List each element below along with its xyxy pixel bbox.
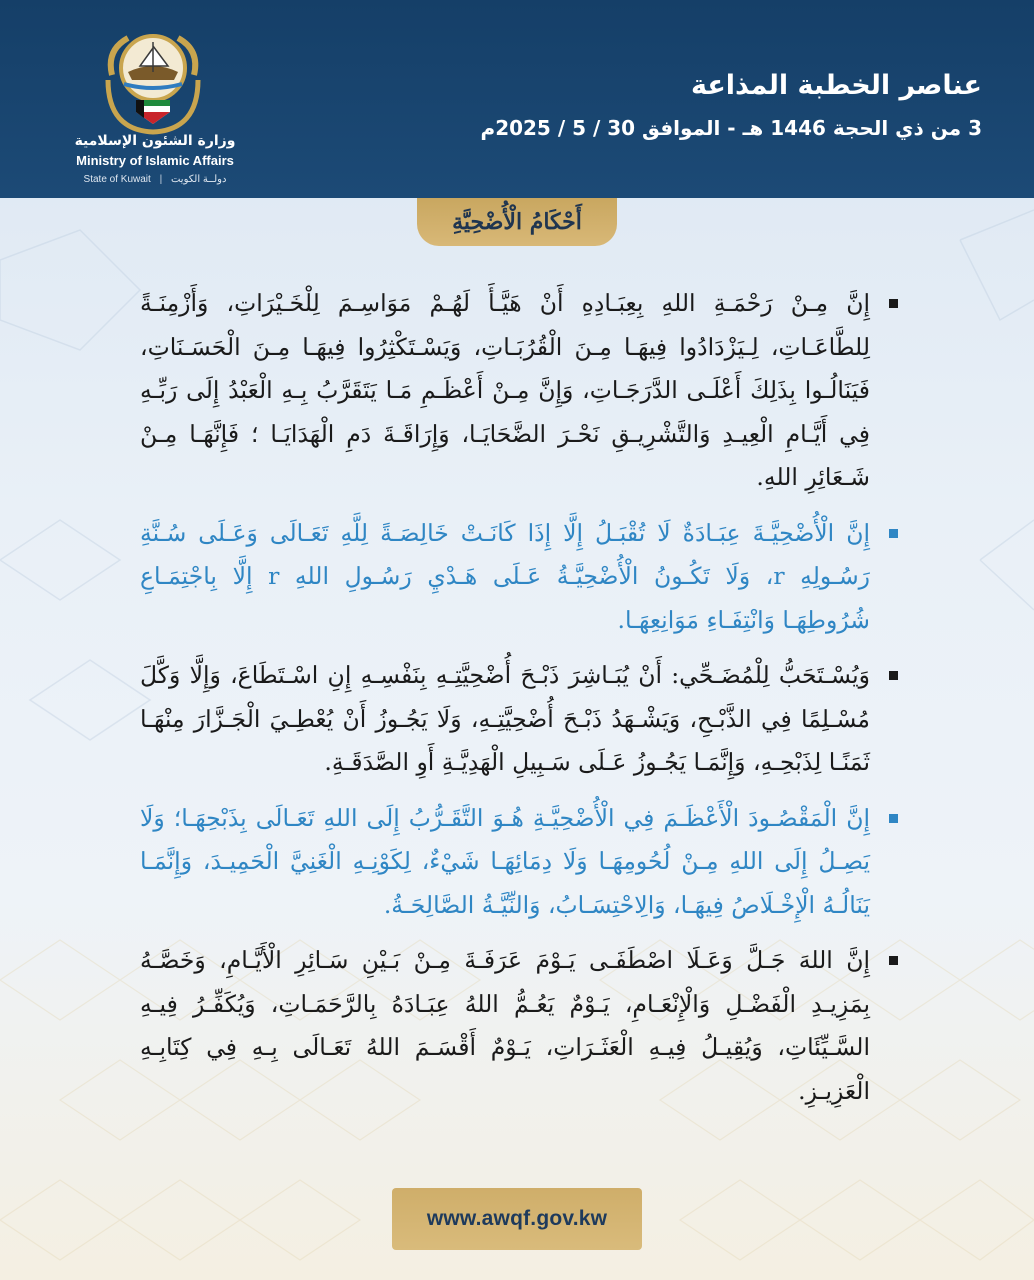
state-name-english: State of Kuwait xyxy=(83,174,151,185)
kuwait-emblem-icon xyxy=(98,20,208,140)
bullet-square-icon xyxy=(889,299,898,308)
website-url[interactable]: www.awqf.gov.kw xyxy=(426,1207,608,1230)
sermon-date: 3 من ذي الحجة 1446 هـ - الموافق 30 / 5 / 2025م xyxy=(480,116,982,140)
website-link-box[interactable] xyxy=(392,1188,642,1250)
state-line xyxy=(60,174,250,185)
sermon-paragraph xyxy=(140,939,900,1113)
bullet-square-icon xyxy=(889,529,898,538)
sermon-paragraph xyxy=(140,654,900,785)
paragraph-text: إِنَّ مِـنْ رَحْمَـةِ اللهِ بِعِبَـادِهِ أَنْ هَيَّـأَ لَهُـمْ مَوَاسِـمَ لِلْخَـيْرَاتِ، وَأَزْمِنَـةً لِلطَّاعَـاتِ، لِـيَزْدَادُوا فِيهَـا مِـنَ الْقُرُبَـاتِ، وَيَسْـتَكْثِرُوا فِيهَـا مِـنَ الْحَسَـنَاتِ، فَيَنَالُـوا بِذَلِكَ أَعْلَـى الدَّرَجَـاتِ، وَإِنَّ مِـنْ أَعْظَـمِ مَـا يَتَقَرَّبُ بِـهِ الْعَبْدُ إِلَى رَبِّـهِ فِي أَيَّـامِ الْعِيـدِ وَالتَّشْرِيـقِ نَحْـرَ الضَّحَايَـا، وَإِرَاقَـةَ دَمِ الْهَدَايَـا ؛ فَإِنَّهَـا مِـنْ شَـعَائِرِ اللهِ. xyxy=(140,289,870,491)
state-separator: | xyxy=(159,174,163,185)
ministry-name-arabic: وزارة الشئون الإسلامية xyxy=(74,133,236,149)
ministry-name-english: Ministry of Islamic Affairs xyxy=(76,153,234,168)
bullet-square-icon xyxy=(889,814,898,823)
section-title-tab xyxy=(417,198,617,246)
sermon-content xyxy=(140,282,900,1125)
header-bar xyxy=(0,0,1034,198)
sermon-paragraph xyxy=(140,282,900,500)
page-title: عناصر الخطبة المذاعة xyxy=(690,70,982,101)
paragraph-text: إِنَّ اللهَ جَـلَّ وَعَـلَا اصْطَفَـى يَـوْمَ عَرَفَـةَ مِـنْ بَـيْنِ سَـائِرِ الْأَيَّـامِ، وَخَصَّـهُ بِمَزِيـدِ الْفَضْـلِ وَالْإِنْعَـامِ، يَـوْمٌ يَعُـمُّ اللهُ عِبَـادَهُ بِالرَّحَمَـاتِ، وَيُكَفِّـرُ فِيـهِ السَّـيِّئَاتِ، وَيُقِيـلُ فِيـهِ الْعَثَـرَاتِ، يَـوْمٌ أَقْسَـمَ اللهُ تَعَـالَى بِـهِ فِي كِتَابِـهِ الْعَزِيـزِ. xyxy=(140,946,870,1105)
paragraph-text: إِنَّ الْأُضْحِيَّـةَ عِبَـادَةٌ لَا تُقْبَـلُ إِلَّا إِذَا كَانَـتْ خَالِصَـةً لِلَّهِ تَعَـالَى وَعَـلَى سُـنَّةِ رَسُـولِهِ r، وَلَا تَكُـونُ الْأُضْحِيَّـةُ عَـلَى هَـدْيِ رَسُـولِ اللهِ r إِلَّا بِاجْتِمَـاعِ شُرُوطِهَـا وَانْتِفَـاءِ مَوَانِعِهَـا. xyxy=(140,518,870,634)
sermon-paragraph xyxy=(140,512,900,643)
paragraph-text: وَيُسْـتَحَبُّ لِلْمُضَـحِّي: أَنْ يُبَـاشِرَ ذَبْـحَ أُضْحِيَّتِـهِ بِنَفْسِـهِ إِنِ اسْـتَطَاعَ، وَإِلَّا وَكَّلَ مُسْـلِمًا فِي الذَّبْـحِ، وَيَشْـهَدُ ذَبْـحَ أُضْحِيَّتِـهِ، وَلَا يَجُـوزُ أَنْ يُعْطِـيَ الْجَـزَّارَ مِنْهَـا ثَمَنًـا لِذَبْحِـهِ، وَإِنَّمَـا يَجُـوزُ عَـلَى سَـبِيلِ الْهَدِيَّـةِ أَوِ الصَّدَقَـةِ. xyxy=(140,661,870,776)
paragraph-text: إِنَّ الْمَقْصُـودَ الْأَعْظَـمَ فِي الْأُضْحِيَّـةِ هُـوَ التَّقَـرُّبُ إِلَى اللهِ تَعَـالَى بِذَبْحِهَـا؛ وَلَا يَصِـلُ إِلَى اللهِ مِـنْ لُحُومِهَـا وَلَا دِمَائِهَـا شَيْءٌ، لِكَوْنِـهِ الْغَنِيَّ الْحَمِيـدَ، وَإِنَّمَـا يَنَالُـهُ الْإِخْـلَاصُ فِيهَـا، وَالِاحْتِسَـابُ، وَالنِّيَّـةُ الصَّالِحَـةُ. xyxy=(140,803,870,919)
bullet-square-icon xyxy=(889,671,898,680)
state-name-arabic: دولــة الكويت xyxy=(170,174,227,185)
section-title: أَحْكَامُ الْأُضْحِيَّةِ xyxy=(452,209,582,235)
bullet-square-icon xyxy=(889,956,898,965)
sermon-paragraph xyxy=(140,797,900,928)
